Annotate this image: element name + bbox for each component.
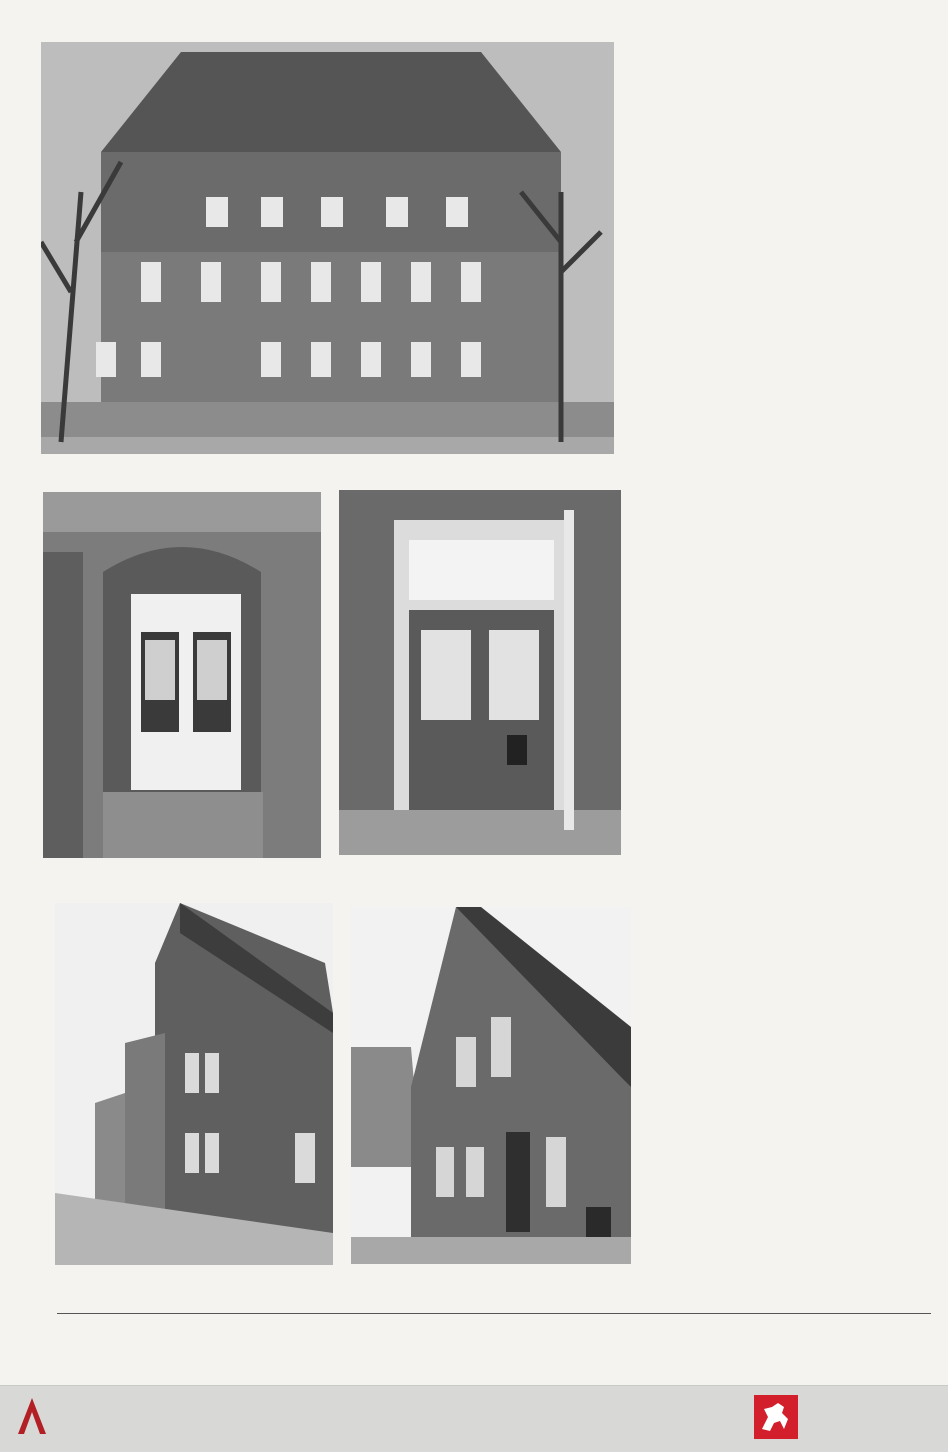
photo-sackstr-1	[339, 490, 621, 855]
photo-marktstr-21	[41, 42, 614, 454]
ub-heidelberg-logo-icon	[12, 1394, 52, 1438]
niedersachsen-horse-logo-icon	[754, 1395, 798, 1439]
footer-rule	[57, 1313, 931, 1314]
photo-grosse-dammstr-32	[43, 492, 321, 858]
photo-grosse-dammstr-40-48	[55, 903, 333, 1265]
digitization-footer	[0, 1385, 948, 1452]
photo-grosse-dammstr-34	[351, 907, 631, 1264]
